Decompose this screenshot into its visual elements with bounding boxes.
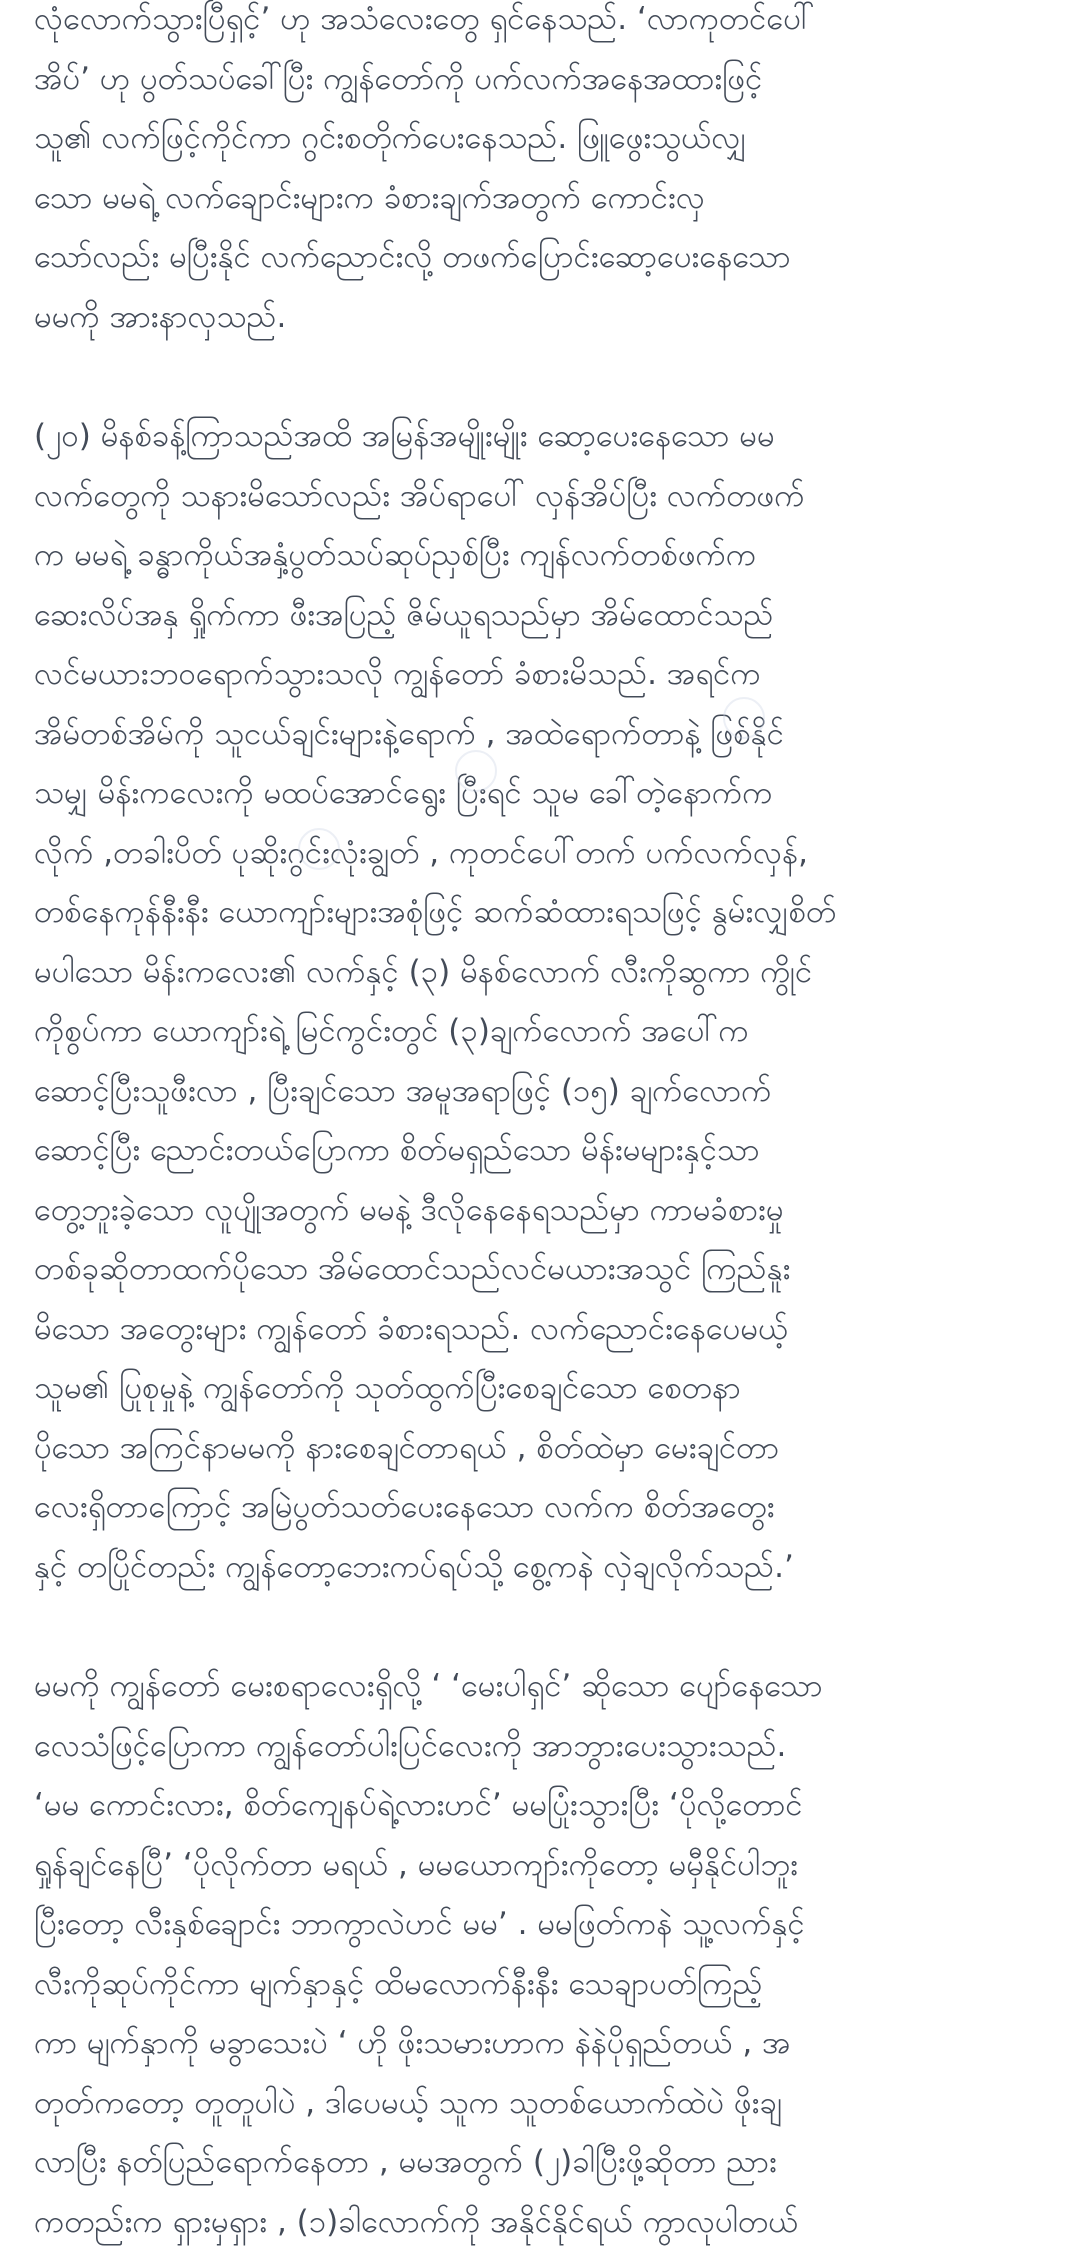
text-line: တုတ်ကတော့ တူတူပါပဲ , ဒါပေမယ့် သူက သူတစ်ယောက်ထဲပဲ ဖိုးချ <box>34 2084 782 2121</box>
text-line: ပိုသော အကြင်နာမမကို နားစေချင်တာရယ် , စိတ်ထဲမှာ မေးချင်တာ <box>34 1429 780 1466</box>
text-line: သော်လည်း မပြီးနိုင် လက်ညောင်းလို့ တဖက်ပြောင်းဆော့ပေးနေသော <box>34 239 791 275</box>
text-line: တစ်နေကုန်နီးနီး ယောကျာ်းများအစုံဖြင့် ဆက်ဆံထားရသဖြင့် နွမ်းလျှစိတ် <box>34 894 837 930</box>
touch-indicator <box>723 697 765 739</box>
text-line: ရှုန်ချင်နေပြီ’ ‘ပိုလိုက်တာ မရယ် , မမယောကျာ်းကိုတော့ မမှီနိုင်ပါဘူး <box>34 1846 799 1883</box>
touch-indicator <box>455 750 497 792</box>
text-line: ပြီးတော့ လီးနှစ်ချောင်း ဘာကွာလဲဟင် မမ’ . မမဖြတ်ကနဲ သူ့လက်နှင့် <box>34 1906 805 1942</box>
text-line: သမျှ မိန်းကလေးကို မထပ်အောင်ရွေး ပြီးရင် သူမ ခေါ်တဲ့နောက်က <box>34 775 773 811</box>
text-line: လီးကိုဆုပ်ကိုင်ကာ မျက်နှာနှင့် ထိမလောက်နီးနီး သေချာပတ်ကြည့် <box>34 1965 763 2002</box>
text-line: မမကို အားနာလှသည်. <box>34 298 287 335</box>
text-line: မပါသော မိန်းကလေး၏ လက်နှင့် (၃) မိနစ်လောက် လီးကိုဆွကာ ကွိုင် <box>34 953 813 990</box>
text-line: မမကို ကျွန်တော် မေးစရာလေးရှိလို့ ‘ ‘မေးပါရှင်’ ဆိုသော ပျော်နေသော <box>34 1668 823 1704</box>
text-line: တစ်ခုဆိုတာထက်ပိုသော အိမ်ထောင်သည်လင်မယားအသွင် ကြည်နူး <box>34 1251 791 1287</box>
text-line: လေးရှိတာကြောင့် အမြဲပွတ်သတ်ပေးနေသော လက်က စိတ်အတွေး <box>34 1489 775 1525</box>
text-line: ဆောင့်ပြီးသူဖီးလာ , ပြီးချင်သော အမူအရာဖြင့် (၁၅) ချက်လောက် <box>34 1072 772 1109</box>
text-line: သူမ၏ ပြုစုမှုနဲ့ ကျွန်တော်ကို သုတ်ထွက်ပြီးစေချင်သော စေတနာ <box>34 1370 741 1406</box>
text-line: ကိုစွပ်ကာ ယောကျာ်းရဲ့ မြင်ကွင်းတွင် (၃)ချက်လောက် အပေါ်က <box>34 1013 749 1049</box>
text-line: အိမ်တစ်အိမ်ကို သူငယ်ချင်းများနဲ့ရောက် , အထဲရောက်တာနဲ့ ဖြစ်နိုင် <box>34 715 784 752</box>
touch-indicator <box>298 828 340 870</box>
text-line: လေသံဖြင့်ပြောကာ ကျွန်တော်ပါးပြင်လေးကို အာဘွားပေးသွားသည်. <box>34 1727 787 1764</box>
text-line: လုံလောက်သွားပြီရှင့်’ ဟု အသံလေးတွေ ရှင်နေသည်. ‘လာကုတင်ပေါ် <box>34 1 815 37</box>
text-line: လင်မယားဘဝရောက်သွားသလို ကျွန်တော် ခံစားမိသည်. အရင်က <box>34 656 761 692</box>
text-line: လာပြီး နတ်ပြည်ရောက်နေတာ , မမအတွက် (၂)ခါပြီးဖို့ဆိုတာ ညား <box>34 2144 777 2180</box>
text-line: ကတည်းက ရှားမှရှား , (၁)ခါလောက်ကို အနိုင်နိုင်ရယ် ကွာလုပါတယ် <box>34 2203 799 2240</box>
article-paragraph-2 <box>34 407 1046 1597</box>
article-paragraph-1 <box>34 0 1046 347</box>
paragraph-gap <box>34 1597 1046 1657</box>
text-line: လက်တွေကို သနားမိသော်လည်း အိပ်ရာပေါ် လှန်အိပ်ပြီး လက်တဖက် <box>34 477 805 514</box>
article-paragraph-3 <box>34 1657 1046 2252</box>
text-line: အိပ်’ ဟု ပွတ်သပ်ခေါ်ပြီး ကျွန်တော်ကို ပက်လက်အနေအထားဖြင့် <box>34 60 763 97</box>
text-line: (၂၀) မိနစ်ခန့်ကြာသည်အထိ အမြန်အမျိုးမျိုး ဆော့ပေးနေသော မမ <box>34 418 775 454</box>
text-line: လိုက် ,တခါးပိတ် ပုဆိုးဂွင်းလုံးချွတ် , ကုတင်ပေါ်တက် ပက်လက်လှန်, <box>34 834 808 871</box>
text-line: တွေ့ဘူးခဲ့သော လူပျိုအတွက် မမနဲ့ ဒီလိုနေနေရသည်မှာ ကာမခံစားမှု <box>34 1191 784 1228</box>
text-line: ဆေးလိပ်အနှ ရှိုက်ကာ ဖီးအပြည့် ဇိမ်ယူရသည်မှာ အိမ်ထောင်သည် <box>34 596 774 633</box>
paragraph-gap <box>34 347 1046 407</box>
text-line: ဆောင့်ပြီး ညောင်းတယ်ပြောကာ စိတ်မရှည်သော မိန်းမများနှင့်သာ <box>34 1132 760 1168</box>
text-line: သော မမရဲ့ လက်ချောင်းများက ခံစားချက်အတွက် ကောင်းလှ <box>34 179 705 216</box>
text-line: မိသော အတွေးများ ကျွန်တော် ခံစားရသည်. လက်ညောင်းနေပေမယ့် <box>34 1310 789 1347</box>
text-line: က မမရဲ့ ခန္ဓာကိုယ်အနှံ့ပွတ်သပ်ဆုပ်ညှစ်ပြီး ကျန်လက်တစ်ဖက်က <box>34 537 757 573</box>
text-line: ‘မမ ကောင်းလား, စိတ်ကျေနပ်ရဲ့လားဟင်’ မမပြုံးသွားပြီး ‘ပိုလို့တောင် <box>34 1787 803 1823</box>
text-line: နှင့် တပြိုင်တည်း ကျွန်တော့ဘေးကပ်ရပ်သို့ စွေ့ကနဲ လှဲချလိုက်သည်.’ <box>34 1548 794 1585</box>
text-line: ကာ မျက်နှာကို မခွာသေးပဲ ‘ ဟို ဖိုးသမားဟာက နဲနဲပိုရှည်တယ် , အ <box>34 2025 791 2061</box>
text-line: သူ၏ လက်ဖြင့်ကိုင်ကာ ဂွင်းစတိုက်ပေးနေသည်. ဖြူဖွေးသွယ်လျှ <box>34 120 747 156</box>
